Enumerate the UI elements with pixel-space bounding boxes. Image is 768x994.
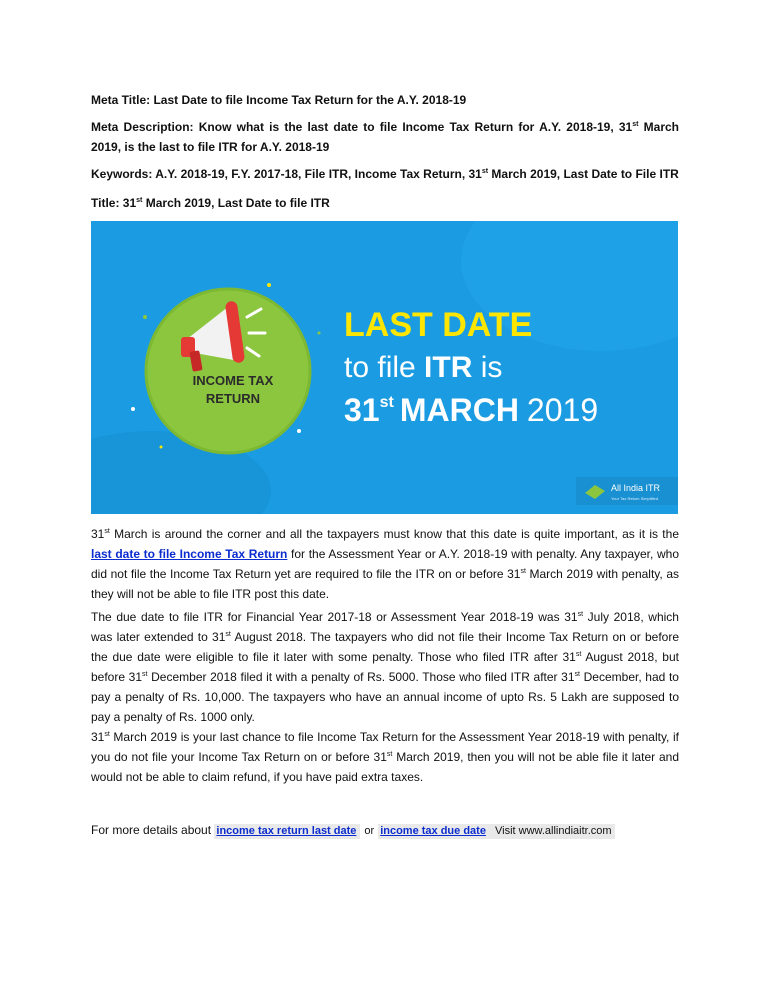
meta-description-text: Know what is the last date to file Income Tax Return for A.Y. 2018-19, 31 (198, 120, 633, 134)
text: March 2019 is your last chance to file Income Tax Return for the Assessment Year 2018-19 with penalty, if you do not file your Income Tax Return on or before 31 (91, 730, 679, 764)
text: March is around the corner and all the taxpayers must know that this date is quite important, as it is the (109, 527, 679, 541)
text: March 2019, then you will not be able file it later and would not be able to claim refund, if you have paid extra taxes. (91, 750, 680, 784)
ordinal-suffix: st (577, 611, 584, 618)
brand-tagline: Your Tax Return Simplified (611, 496, 658, 501)
meta-keywords-label: Keywords: (91, 167, 153, 181)
meta-description-label: Meta Description: (91, 120, 194, 134)
meta-description-text-2: March 2019, is the last to file ITR for A.Y. 2018-19 (91, 120, 679, 154)
headline-ordinal: st (379, 394, 394, 411)
ordinal-suffix: st (142, 671, 148, 678)
ordinal-suffix: st (104, 731, 110, 738)
ordinal-suffix: st (225, 631, 231, 638)
income-tax-return-last-date-highlight (214, 824, 360, 839)
text: March 2019 with penalty, as they will not be able to file ITR post this date. (91, 567, 679, 601)
last-date-itr-link[interactable]: last date to file Income Tax Return (91, 547, 288, 561)
text: December 2018 filed it with a penalty of Rs. 5000. Those who filed ITR after 31 (147, 670, 575, 684)
ordinal-suffix: st (574, 671, 580, 678)
more-details-lead: For more details about (91, 823, 215, 837)
headline-itr: ITR (424, 351, 473, 384)
meta-keywords-text: A.Y. 2018-19, F.Y. 2017-18, File ITR, Income Tax Return, 31 (155, 167, 482, 181)
meta-title-text: Last Date to file Income Tax Return for the A.Y. 2018-19 (153, 93, 467, 107)
headline-year: 2019 (526, 392, 599, 428)
meta-keywords (91, 164, 681, 184)
page-title (91, 193, 330, 213)
text: for the Assessment Year or A.Y. 2018-19 with penalty. Any taxpayer, who did not file the Income Tax Return yet are required to file the ITR on or before 31 (91, 547, 680, 581)
ordinal-suffix: st (386, 751, 393, 758)
income-tax-due-date-link[interactable]: income tax due date (380, 825, 486, 837)
text: The due date to file ITR for Financial Year 2017-18 or Assessment Year 2018-19 was 31 (91, 610, 578, 624)
paragraph-2 (91, 607, 679, 727)
text: August 2018, but before 31 (91, 650, 679, 684)
headline-last-date: LAST DATE (344, 306, 533, 344)
meta-title-label: Meta Title: (91, 93, 151, 107)
headline-to-file: to file (344, 351, 425, 384)
ordinal-suffix: st (632, 121, 639, 128)
headline-day: 31 (344, 392, 380, 428)
paragraph-1 (91, 524, 679, 604)
text: July 2018, which was later extended to 31 (91, 610, 679, 644)
last-date-banner-image (91, 221, 678, 514)
ordinal-suffix: st (104, 528, 110, 535)
income-tax-due-date-highlight (378, 824, 490, 839)
page-title-text: March 2019, Last Date to file ITR (145, 196, 330, 210)
or-text: or (364, 825, 375, 837)
text: 31 (91, 730, 105, 744)
visit-website-text: Visit www.allindiaitr.com (490, 824, 615, 839)
text: December, had to pay a penalty of Rs. 10,000. The taxpayers who have an annual income of upto Rs. 5 Lakh are supposed to pay a penalty of Rs. 1000 only. (91, 670, 679, 724)
brand-logo (576, 477, 678, 505)
page-title-label: Title: (91, 196, 120, 210)
headline-to-file-itr (344, 351, 502, 384)
text: 31 (91, 527, 105, 541)
text: August 2018. The taxpayers who did not file their Income Tax Return on or before the due date were eligible to file it later with some penalty. Those who filed ITR after 31 (91, 630, 679, 664)
ordinal-suffix: st (575, 651, 582, 658)
headline-is: is (472, 351, 503, 384)
ordinal-suffix: st (520, 568, 526, 575)
more-details-line (91, 822, 615, 839)
badge-text-line1: INCOME TAX (192, 373, 274, 388)
ordinal-suffix: st (136, 197, 143, 204)
headline-month: MARCH (399, 392, 519, 428)
meta-keywords-text-2: March 2019, Last Date to File ITR (491, 167, 679, 181)
badge-text-line2: RETURN (205, 391, 261, 406)
paragraph-3 (91, 727, 679, 787)
income-tax-return-last-date-link[interactable]: income tax return last date (216, 825, 357, 837)
page-title-day: 31 (122, 196, 137, 210)
brand-name: All India ITR (611, 483, 661, 493)
meta-description (91, 117, 679, 157)
meta-title (91, 90, 466, 110)
banner-graphic (91, 221, 678, 514)
ordinal-suffix: st (481, 168, 489, 175)
